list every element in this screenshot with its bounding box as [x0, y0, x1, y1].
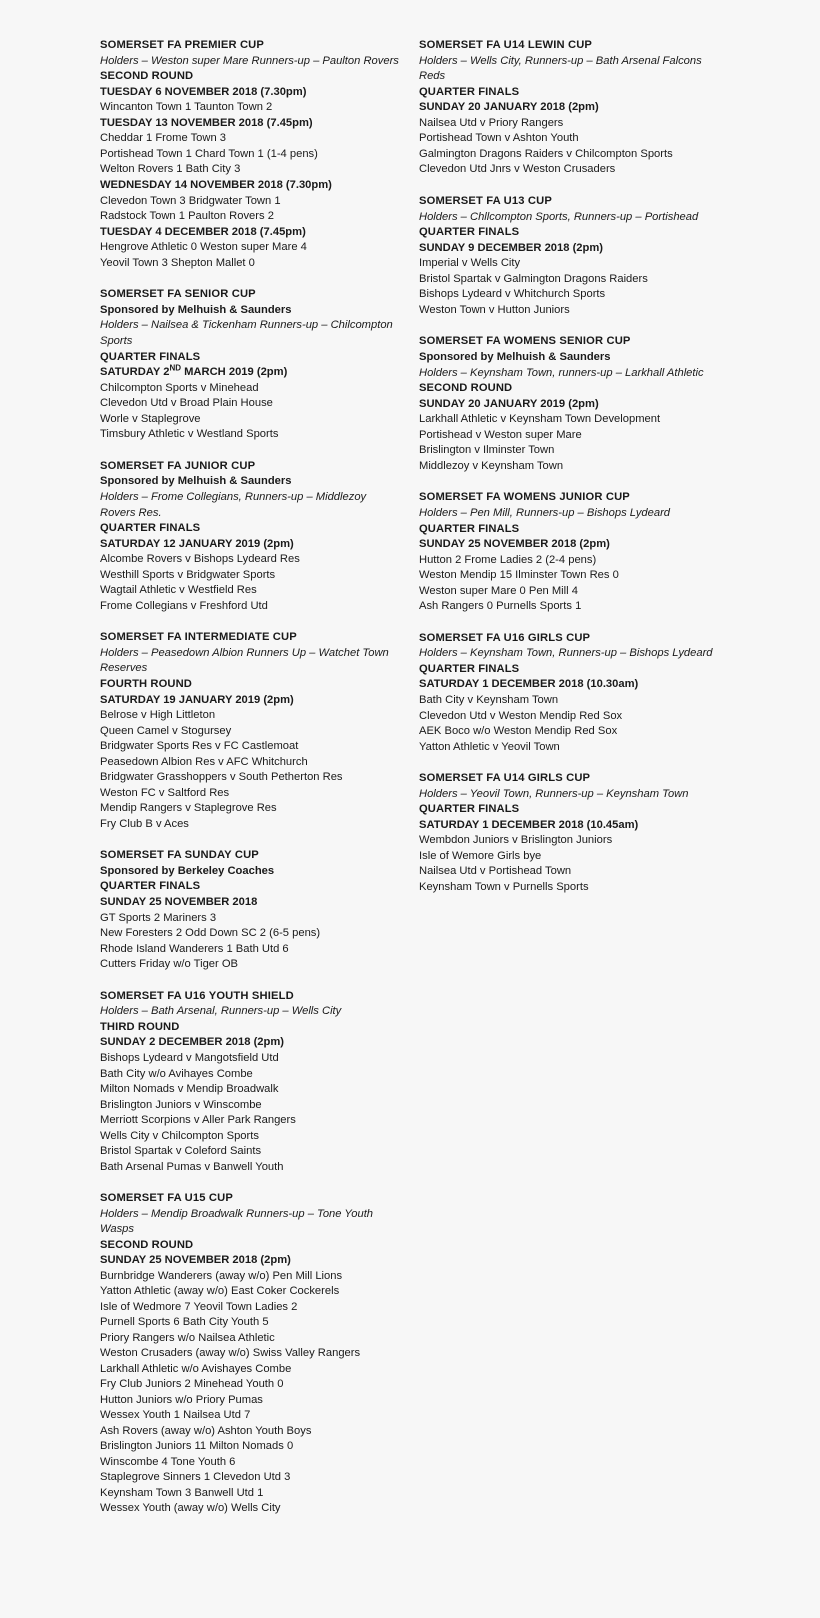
fixture-date: SATURDAY 1 DECEMBER 2018 (10.45am)	[419, 818, 639, 831]
fixture-row: Mendip Rangers v Staplegrove Res	[100, 802, 277, 815]
fixture-row: Chilcompton Sports v Minehead	[100, 381, 259, 394]
fixture-date: TUESDAY 4 DECEMBER 2018 (7.45pm)	[100, 225, 306, 238]
fixture-row: Weston Crusaders (away w/o) Swiss Valley Rangers	[100, 1347, 361, 1360]
round-label: SECOND ROUND	[100, 70, 194, 83]
competition-holders: Holders – Chllcompton Sports, Runners-up – Portishead	[419, 210, 699, 223]
fixture-row: Yatton Athletic (away w/o) East Coker Cockerels	[100, 1285, 340, 1298]
fixture-row: Keynsham Town v Purnells Sports	[419, 880, 589, 893]
fixture-row: Priory Rangers w/o Nailsea Athletic	[100, 1331, 275, 1344]
fixture-row: Bishops Lydeard v Mangotsfield Utd	[100, 1052, 279, 1064]
competition-holders: Holders – Keynsham Town, Runners-up – Bishops Lydeard	[419, 647, 713, 660]
fixture-row: Bath City w/o Avihayes Combe	[100, 1067, 253, 1080]
fixture-row: Isle of Wedmore 7 Yeovil Town Ladies 2	[100, 1300, 298, 1313]
competition-title: SOMERSET FA WOMENS JUNIOR CUP	[419, 491, 630, 504]
fixture-row: Winscombe 4 Tone Youth 6	[100, 1455, 236, 1468]
competition-section	[100, 287, 401, 443]
fixture-row: GT Sports 2 Mariners 3	[100, 911, 217, 924]
round-label: THIRD ROUND	[100, 1020, 180, 1033]
content-column	[419, 38, 720, 895]
fixture-row: Timsbury Athletic v Westland Sports	[100, 428, 279, 441]
fixture-row: Brislington Juniors 11 Milton Nomads 0	[100, 1440, 294, 1453]
fixture-row: AEK Boco w/o Weston Mendip Red Sox	[419, 725, 618, 738]
fixture-row: Clevedon Utd v Broad Plain House	[100, 397, 273, 410]
fixture-row: Cutters Friday w/o Tiger OB	[100, 958, 239, 971]
fixture-row: Bath Arsenal Pumas v Banwell Youth	[100, 1160, 284, 1173]
fixture-row: Nailsea Utd v Priory Rangers	[419, 116, 564, 129]
fixture-row: Nailsea Utd v Portishead Town	[419, 865, 572, 878]
fixture-row: Bristol Spartak v Galmington Dragons Raiders	[419, 272, 648, 285]
fixture-row: Galmington Dragons Raiders v Chilcompton Sports	[419, 147, 673, 160]
competition-holders: Holders – Nailsea & Tickenham Runners-up – Chilcompton Sports	[100, 319, 393, 347]
round-label: QUARTER FINALS	[419, 803, 520, 816]
fixture-row: Burnbridge Wanderers (away w/o) Pen Mill Lions	[100, 1269, 343, 1282]
fixture-row: Keynsham Town 3 Banwell Utd 1	[100, 1486, 264, 1499]
fixture-row: Frome Collegians v Freshford Utd	[100, 599, 268, 612]
fixture-row: Weston Mendip 15 Ilminster Town Res 0	[419, 569, 619, 582]
competition-sponsor: Sponsored by Berkeley Coaches	[100, 864, 275, 877]
fixture-date: SUNDAY 9 DECEMBER 2018 (2pm)	[419, 241, 604, 254]
fixture-row: Yeovil Town 3 Shepton Mallet 0	[100, 256, 255, 269]
competition-title: SOMERSET FA U15 CUP	[100, 1192, 233, 1204]
fixture-row: Wembdon Juniors v Brislington Juniors	[419, 834, 613, 847]
competition-holders: Holders – Yeovil Town, Runners-up – Keynsham Town	[419, 787, 689, 800]
fixture-row: Peasedown Albion Res v AFC Whitchurch	[100, 755, 308, 768]
fixture-row: Radstock Town 1 Paulton Rovers 2	[100, 210, 274, 223]
fixture-row: Wincanton Town 1 Taunton Town 2	[100, 101, 273, 114]
fixture-row: Bridgwater Sports Res v FC Castlemoat	[100, 740, 299, 753]
round-label: QUARTER FINALS	[100, 522, 201, 535]
fixture-row: Alcombe Rovers v Bishops Lydeard Res	[100, 553, 300, 566]
fixture-row: New Foresters 2 Odd Down SC 2 (6-5 pens)	[100, 927, 321, 940]
competition-section	[100, 1191, 401, 1517]
fixture-row: Wagtail Athletic v Westfield Res	[100, 584, 257, 597]
fixture-row: Purnell Sports 6 Bath City Youth 5	[100, 1316, 269, 1329]
competition-title: SOMERSET FA U16 YOUTH SHIELD	[100, 989, 294, 1002]
competition-section	[100, 630, 401, 832]
fixture-date: SATURDAY 19 JANUARY 2019 (2pm)	[100, 693, 294, 706]
fixture-row: Clevedon Town 3 Bridgwater Town 1	[100, 194, 281, 207]
competition-title: SOMERSET FA WOMENS SENIOR CUP	[419, 335, 631, 348]
fixture-row: Bath City v Keynsham Town	[419, 694, 559, 707]
fixture-row: Staplegrove Sinners 1 Clevedon Utd 3	[100, 1471, 291, 1484]
round-label: QUARTER FINALS	[419, 662, 520, 675]
fixture-date: SUNDAY 25 NOVEMBER 2018	[100, 896, 258, 909]
competition-holders: Holders – Pen Mill, Runners-up – Bishops Lydeard	[419, 506, 671, 519]
fixture-date: SUNDAY 20 JANUARY 2019 (2pm)	[419, 397, 599, 410]
fixture-date: SATURDAY 1 DECEMBER 2018 (10.30am)	[419, 678, 639, 691]
fixture-row: Clevedon Utd Jnrs v Weston Crusaders	[419, 163, 616, 176]
fixture-row: Portishead v Weston super Mare	[419, 428, 582, 441]
fixture-row: Brislington v Ilminster Town	[419, 444, 555, 457]
competition-title: SOMERSET FA U13 CUP	[419, 194, 552, 207]
fixture-row: Fry Club Juniors 2 Minehead Youth 0	[100, 1378, 284, 1391]
content-column	[100, 38, 401, 1517]
two-column-layout	[100, 38, 720, 1517]
fixture-date: SUNDAY 25 NOVEMBER 2018 (2pm)	[100, 1254, 291, 1267]
fixture-row: Isle of Wemore Girls bye	[419, 849, 542, 862]
fixture-row: Hutton Juniors w/o Priory Pumas	[100, 1393, 263, 1406]
fixture-row: Ash Rovers (away w/o) Ashton Youth Boys	[100, 1424, 312, 1437]
fixture-row: Bishops Lydeard v Whitchurch Sports	[419, 288, 606, 301]
fixture-row: Queen Camel v Stogursey	[100, 724, 232, 737]
competition-section	[419, 194, 720, 318]
round-label: QUARTER FINALS	[100, 350, 201, 363]
fixture-row: Wessex Youth (away w/o) Wells City	[100, 1502, 281, 1515]
fixture-row: Hutton 2 Frome Ladies 2 (2-4 pens)	[419, 553, 597, 566]
fixture-row: Belrose v High Littleton	[100, 709, 216, 722]
fixture-date: SUNDAY 25 NOVEMBER 2018 (2pm)	[419, 538, 610, 551]
competition-sponsor: Sponsored by Melhuish & Saunders	[100, 303, 292, 316]
fixture-row: Welton Rovers 1 Bath City 3	[100, 163, 241, 176]
competition-holders: Holders – Bath Arsenal, Runners-up – Wells City	[100, 1005, 342, 1018]
fixture-date: SUNDAY 2 DECEMBER 2018 (2pm)	[100, 1036, 285, 1049]
fixture-date: TUESDAY 13 NOVEMBER 2018 (7.45pm)	[100, 116, 313, 129]
competition-title: SOMERSET FA SENIOR CUP	[100, 288, 256, 301]
competition-title: SOMERSET FA INTERMEDIATE CUP	[100, 631, 297, 644]
fixture-row: Weston Town v Hutton Juniors	[419, 303, 570, 316]
competition-title: SOMERSET FA SUNDAY CUP	[100, 849, 259, 862]
fixture-row: Middlezoy v Keynsham Town	[419, 459, 564, 472]
round-label: FOURTH ROUND	[100, 678, 192, 691]
fixture-row: Fry Club B v Aces	[100, 817, 189, 830]
fixture-row: Westhill Sports v Bridgwater Sports	[100, 568, 276, 581]
fixture-row: Weston super Mare 0 Pen Mill 4	[419, 584, 578, 597]
competition-section	[419, 631, 720, 755]
competition-section	[100, 459, 401, 615]
fixture-row: Bristol Spartak v Coleford Saints	[100, 1145, 262, 1157]
competition-holders: Holders – Peasedown Albion Runners Up – Watchet Town Reserves	[100, 646, 389, 675]
fixture-row: Bridgwater Grasshoppers v South Petherton Res	[100, 771, 343, 784]
fixture-row: Larkhall Athletic w/o Avishayes Combe	[100, 1362, 292, 1375]
fixture-row: Clevedon Utd v Weston Mendip Red Sox	[419, 709, 623, 722]
competition-holders: Holders – Wells City, Runners-up – Bath Arsenal Falcons Reds	[419, 54, 702, 83]
fixture-date: TUESDAY 6 NOVEMBER 2018 (7.30pm)	[100, 85, 307, 98]
fixture-row: Wells City v Chilcompton Sports	[100, 1129, 259, 1142]
fixture-row: Portishead Town 1 Chard Town 1 (1-4 pens)	[100, 147, 318, 160]
competition-sponsor: Sponsored by Melhuish & Saunders	[419, 350, 611, 363]
competition-holders: Holders – Weston super Mare Runners-up – Paulton Rovers	[100, 54, 399, 67]
competition-section	[419, 38, 720, 178]
fixture-row: Rhode Island Wanderers 1 Bath Utd 6	[100, 942, 289, 955]
round-label: QUARTER FINALS	[419, 226, 520, 239]
fixture-date: SATURDAY 12 JANUARY 2019 (2pm)	[100, 537, 294, 550]
fixture-row: Yatton Athletic v Yeovil Town	[419, 740, 560, 753]
competition-section	[419, 771, 720, 895]
competition-sponsor: Sponsored by Melhuish & Saunders	[100, 475, 292, 488]
fixture-row: Larkhall Athletic v Keynsham Town Development	[419, 413, 661, 426]
round-label: SECOND ROUND	[419, 382, 513, 395]
fixture-row: Cheddar 1 Frome Town 3	[100, 132, 227, 145]
fixture-row: Ash Rangers 0 Purnells Sports 1	[419, 600, 582, 613]
round-label: SECOND ROUND	[100, 1238, 194, 1251]
competition-holders: Holders – Mendip Broadwalk Runners-up – Tone Youth Wasps	[100, 1207, 374, 1236]
competition-section	[419, 334, 720, 474]
round-label: QUARTER FINALS	[100, 880, 201, 893]
competition-holders: Holders – Frome Collegians, Runners-up – Middlezoy Rovers Res.	[100, 490, 367, 519]
round-label: QUARTER FINALS	[419, 85, 520, 98]
fixture-row: Imperial v Wells City	[419, 257, 521, 270]
competition-title: SOMERSET FA U14 LEWIN CUP	[419, 39, 593, 51]
competition-title: SOMERSET FA JUNIOR CUP	[100, 459, 256, 472]
fixture-row: Merriott Scorpions v Aller Park Rangers	[100, 1114, 296, 1126]
competition-section	[100, 38, 401, 271]
competition-section	[100, 989, 401, 1175]
fixture-row: Milton Nomads v Mendip Broadwalk	[100, 1083, 279, 1095]
fixture-date: WEDNESDAY 14 NOVEMBER 2018 (7.30pm)	[100, 178, 332, 191]
round-label: QUARTER FINALS	[419, 522, 520, 535]
fixture-row: Weston FC v Saltford Res	[100, 786, 230, 799]
fixture-row: Wessex Youth 1 Nailsea Utd 7	[100, 1409, 251, 1422]
fixture-row: Hengrove Athletic 0 Weston super Mare 4	[100, 241, 307, 254]
fixture-date: SUNDAY 20 JANUARY 2018 (2pm)	[419, 101, 599, 114]
competition-title: SOMERSET FA U16 GIRLS CUP	[419, 631, 591, 644]
competition-holders: Holders – Keynsham Town, runners-up – Larkhall Athletic	[419, 366, 704, 379]
fixture-date: SATURDAY 2ND MARCH 2019 (2pm)	[100, 363, 288, 379]
competition-section	[100, 848, 401, 972]
competition-title: SOMERSET FA U14 GIRLS CUP	[419, 772, 591, 785]
competition-section	[419, 490, 720, 614]
fixture-row: Portishead Town v Ashton Youth	[419, 132, 579, 145]
fixture-row: Brislington Juniors v Winscombe	[100, 1098, 262, 1111]
competition-title: SOMERSET FA PREMIER CUP	[100, 39, 265, 51]
fixture-row: Worle v Staplegrove	[100, 412, 201, 425]
